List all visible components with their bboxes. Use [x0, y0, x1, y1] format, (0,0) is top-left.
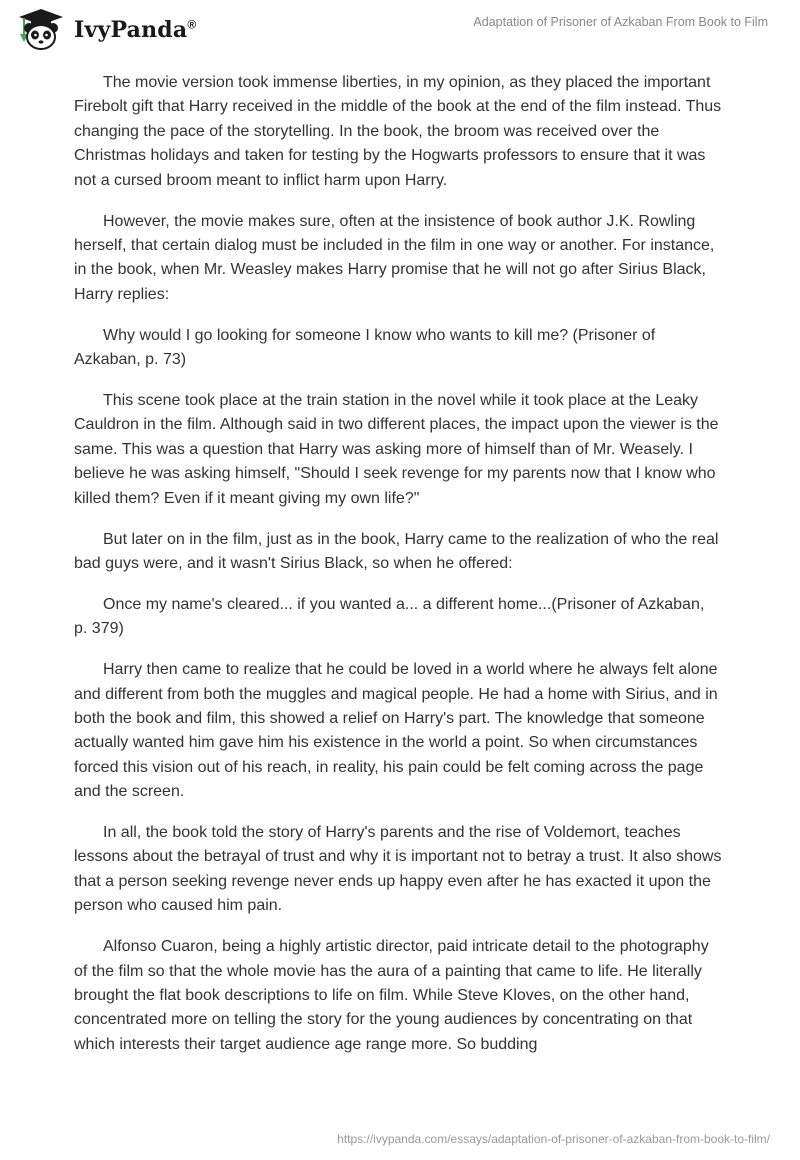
- ivypanda-logo[interactable]: [16, 8, 196, 52]
- paragraph: In all, the book told the story of Harry's parents and the rise of Voldemort, teaches lessons about the betrayal of trust and why it is important not to betray a trust. It also shows that a person seeking revenge never ends up happy even after he has exacted it upon the person who caused him pain.: [74, 824, 722, 915]
- paragraph: Alfonso Cuaron, being a highly artistic director, paid intricate detail to the photography of the film so that the whole movie has the aura of a painting that came to life. He literally brought the flat book descriptions to life on film. While Steve Kloves, on the other hand, concentrated more on telling the story for the young audiences by concentrating on that which interests their target audience age range more. So budding: [74, 938, 709, 1053]
- footer-url[interactable]: https://ivypanda.com/essays/adaptation-of-prisoner-of-azkaban-from-book-to-film/: [337, 1132, 770, 1146]
- paragraph: Harry then came to realize that he could be loved in a world where he always felt alone and different from both the muggles and magical people. He had a home with Sirius, and in both the book and film, this showed a relief on Harry's part. The knowledge that someone actually wanted him gave him his existence in the world a point. So when circumstances forced this vision out of his reach, in reality, his pain could be felt coming across the page and the screen.: [74, 661, 718, 801]
- essay-body: [74, 71, 722, 1074]
- block-quote: Once my name's cleared... if you wanted a... a different home...(Prisoner of Azkaban, p. 379): [74, 595, 705, 638]
- panda-logo-icon: [16, 8, 66, 52]
- block-quote: Why would I go looking for someone I know who wants to kill me? (Prisoner of Azkaban, p. 73): [74, 326, 656, 369]
- paragraph: This scene took place at the train station in the novel while it took place at the Leaky Cauldron in the film. Although said in two different places, the impact upon the viewer is the same. This was a question that Harry was asking more of himself than of Mr. Weasely. I believe he was asking himself, "Should I seek revenge for my parents now that I know who killed them? Even if it meant giving my own life?": [74, 391, 719, 507]
- document-title: Adaptation of Prisoner of Azkaban From Book to Film: [473, 15, 768, 29]
- paragraph: However, the movie makes sure, often at the insistence of book author J.K. Rowling herself, that certain dialog must be included in the film in one way or another. For instance, in the book, when Mr. Weasley makes Harry promise that he will not go after Sirius Black, Harry replies:: [74, 212, 715, 303]
- brand-name: IvyPanda®: [74, 17, 197, 43]
- trademark-symbol: ®: [187, 17, 197, 32]
- paragraph: The movie version took immense liberties, in my opinion, as they placed the important Firebolt gift that Harry received in the middle of the book at the end of the film instead. Thus changing the pace of the storytelling. In the book, the broom was received over the Christmas holidays and taken for testing by the Hogwarts professors to ensure that it was not a cursed broom meant to inflict harm upon Harry.: [74, 74, 722, 189]
- page-header: [0, 0, 800, 64]
- paragraph: But later on in the film, just as in the book, Harry came to the realization of who the real bad guys were, and it wasn't Sirius Black, so when he offered:: [74, 530, 719, 572]
